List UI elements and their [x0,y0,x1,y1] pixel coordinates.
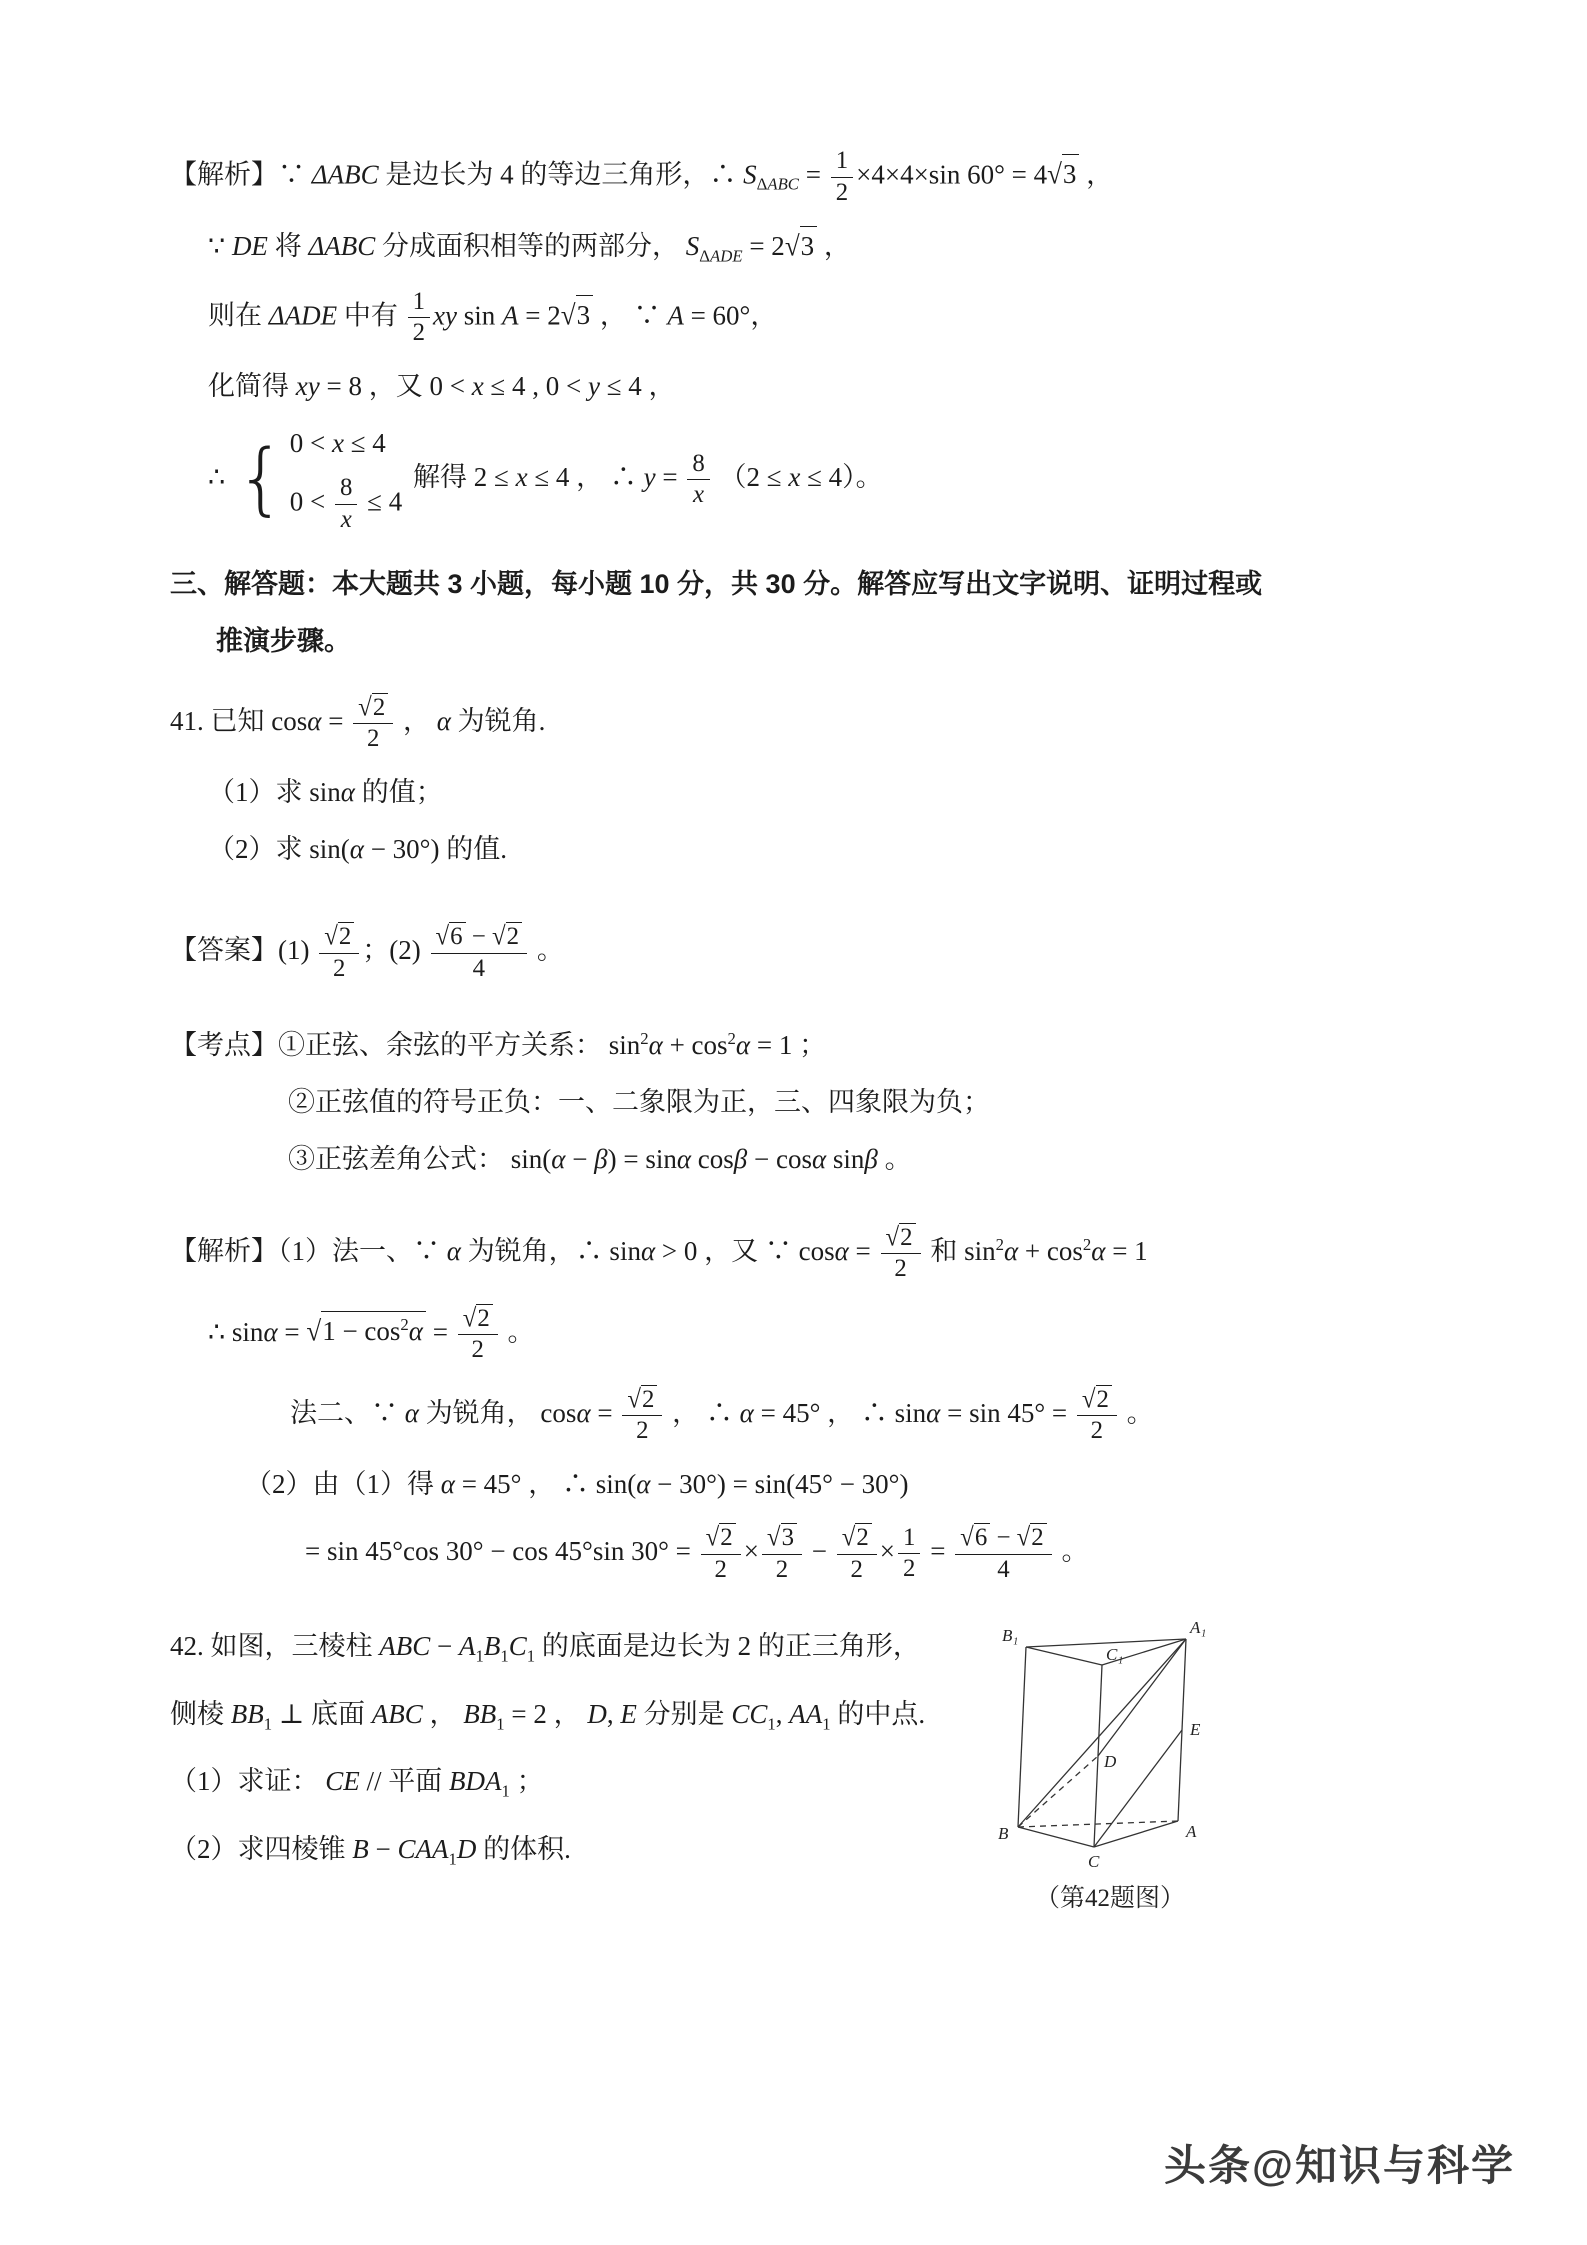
segment-BD-hidden [1018,1756,1098,1827]
vertex-label-C: C [1088,1852,1100,1872]
vertex-label-C1: C₁ [1106,1645,1124,1665]
edge-B1B [1018,1647,1026,1827]
q41-analysis-line-5: = sin 45°cos 30° − cos 45°sin 30° = $\frac{√2}{2}$ × $\frac{√3}{2}$ − $\frac{√2}{2}$ × $\frac{1}{2}$ = $\frac{√6 - √2}{4}$ 。 [305,1523,1089,1583]
watermark: 头条@知识与科学 [1164,2142,1515,2189]
q42-part-1: （1）求证： CE // 平面 $BDA_1$ ； [170,1766,544,1801]
q42-stem-line-1: 42. 如图，三棱柱 ABC − $A_1B_1C_1$ 的底面是边长为 2 的正三角形， [170,1631,920,1666]
document-content [170,128,1467,1913]
prev-solution-line-3: 则在 ΔADE 中有 $\frac{1}{2}$ xy sin A = 2√3 ， ∵ A = 60°， [208,287,778,347]
vertex-label-A: A [1186,1822,1197,1842]
q42-part-2: （2）求四棱锥 $B - CAA_1D$ 的体积. [170,1834,571,1869]
vertex-label-B: B [998,1824,1009,1844]
edge-CA [1094,1821,1178,1847]
prev-solution-line-4: 化简得 xy = 8 ，又 0 < x ≤ 4 , 0 < y ≤ 4 ， [208,370,676,401]
prev-solution-line-2: ∵ DE 将 ΔABC 分成面积相等的两部分， $S_{\Delta ADE} = 2√3$ ， [208,226,1467,269]
prev-solution-line-5: ∴ { 0 < x ≤ 4 0 < $\frac{8}{x}$ ≤ 4 解得 2 ≤ x ≤ 4 ， ∴ y = $\frac{8}{x}$ （2 ≤ x ≤ 4）。 [208,428,883,533]
segment-CE [1094,1730,1182,1847]
q41-point-2: ②正弦值的符号正负：一、二象限为正，三、四象限为负； [288,1087,990,1118]
vertex-label-A1: A₁ [1190,1618,1207,1638]
figure-caption: （第42题图） [1034,1885,1185,1913]
q41-point-3: ③正弦差角公式： sin(α − β) = sinα cosβ − cosα sinβ 。 [288,1144,912,1175]
q41-analysis-line-3: 法二、∵ α 为锐角， cosα = $\frac{√2}{2}$ ， ∴ α = 45° ， ∴ sinα = sin 45° = $\frac{√2}{2}$ 。 [290,1385,1154,1445]
q41-part-1: （1）求 sinα 的值； [208,776,443,807]
vertex-label-E: E [1190,1720,1201,1740]
q41-analysis-line-4: （2）由（1）得 α = 45° ， ∴ sin(α − 30°) = sin(45° − 30°) [245,1468,909,1499]
prev-solution-line-1: 【解析】∵ ΔABC 是边长为 4 的等边三角形，∴ $S_{\Delta ABC}$ = $\frac{1}{2}$ ×4×4×sin 60° = 4√3 ， [170,147,1114,206]
q41-point-1: 【考点】①正弦、余弦的平方关系： $\sin^2\alpha + \cos^2\alpha = 1$ ； [170,1029,827,1061]
section-heading-line-1: 三、解答题：本大题共 3 小题，每小题 10 分，共 30 分。解答应写出文字说明、证明过程或 [170,569,1263,600]
edge-BA-hidden [1018,1821,1178,1827]
q42-stem-line-2: 侧棱 $BB_1$ ⊥ 底面 ABC ， $BB_1 = 2$ ， D, E 分别是 $CC_1$, $AA_1$ 的中点. [170,1698,926,1734]
edge-B1C1 [1026,1647,1102,1665]
q41-answer: 【答案】(1) $\frac{√2}{2}$ ；(2) $\frac{√6 - √2}{4}$ 。 [170,922,564,982]
q41-analysis-line-2: ∴ $\sin\alpha = √1 - \cos^2\alpha$ = $\frac{√2}{2}$ 。 [208,1303,535,1364]
vertex-label-D: D [1104,1752,1117,1772]
q41-part-2: （2）求 sin(α − 30°) 的值. [208,833,507,864]
section-heading-line-2: 推演步骤。 [216,626,351,657]
q42-block [170,1618,1467,1913]
edge-BC [1018,1827,1094,1847]
q42-text [170,1627,970,1872]
vertex-label-B1: B₁ [1002,1626,1019,1646]
q42-figure [980,1615,1240,1917]
q41-analysis-line-1: 【解析】（1）法一、∵ α 为锐角，∴ sinα > 0 ，又 ∵ cosα = $\frac{√2}{2}$ 和 $\sin^2\alpha + \cos^2\alpha = 1$ [170,1222,1148,1283]
prism-figure [990,1615,1230,1877]
q41-stem: 41. 已知 cosα = $\frac{√2}{2}$ ， α 为锐角. [170,692,546,753]
